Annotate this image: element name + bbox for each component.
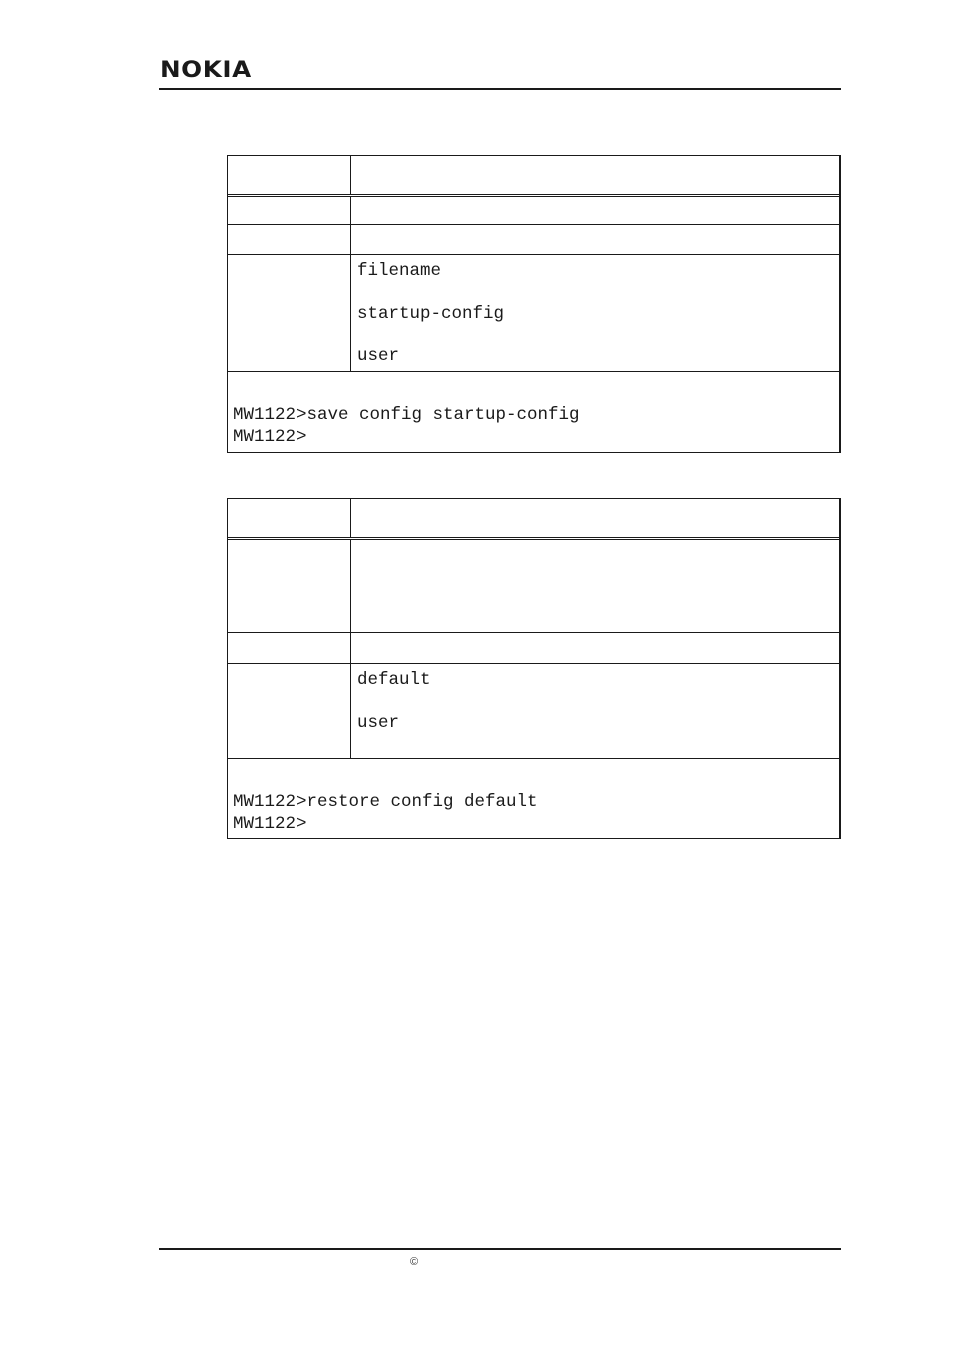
example-prompt: MW1122> bbox=[233, 427, 307, 447]
save-config-table bbox=[227, 155, 841, 453]
parameters-row bbox=[228, 663, 839, 759]
param-user: user bbox=[357, 346, 400, 366]
nokia-logo: NOKIA bbox=[160, 58, 252, 83]
example-prompt: MW1122> bbox=[233, 814, 307, 834]
copyright-symbol: © bbox=[410, 1256, 419, 1268]
table-row bbox=[228, 499, 839, 537]
example-row bbox=[228, 758, 839, 838]
header-rule bbox=[159, 88, 841, 90]
example-command: MW1122>restore config default bbox=[233, 792, 538, 812]
table-row bbox=[228, 156, 839, 194]
example-command: MW1122>save config startup-config bbox=[233, 405, 580, 425]
param-default: default bbox=[357, 670, 431, 690]
table-row bbox=[228, 537, 839, 632]
parameters-row bbox=[228, 254, 839, 372]
param-user: user bbox=[357, 713, 400, 733]
table-row bbox=[228, 224, 839, 255]
param-startup-config: startup-config bbox=[357, 304, 505, 324]
restore-config-table bbox=[227, 498, 841, 839]
example-row bbox=[228, 371, 839, 452]
param-filename: filename bbox=[357, 261, 442, 281]
table-row bbox=[228, 632, 839, 664]
footer-rule bbox=[159, 1248, 841, 1250]
table-row bbox=[228, 194, 839, 224]
